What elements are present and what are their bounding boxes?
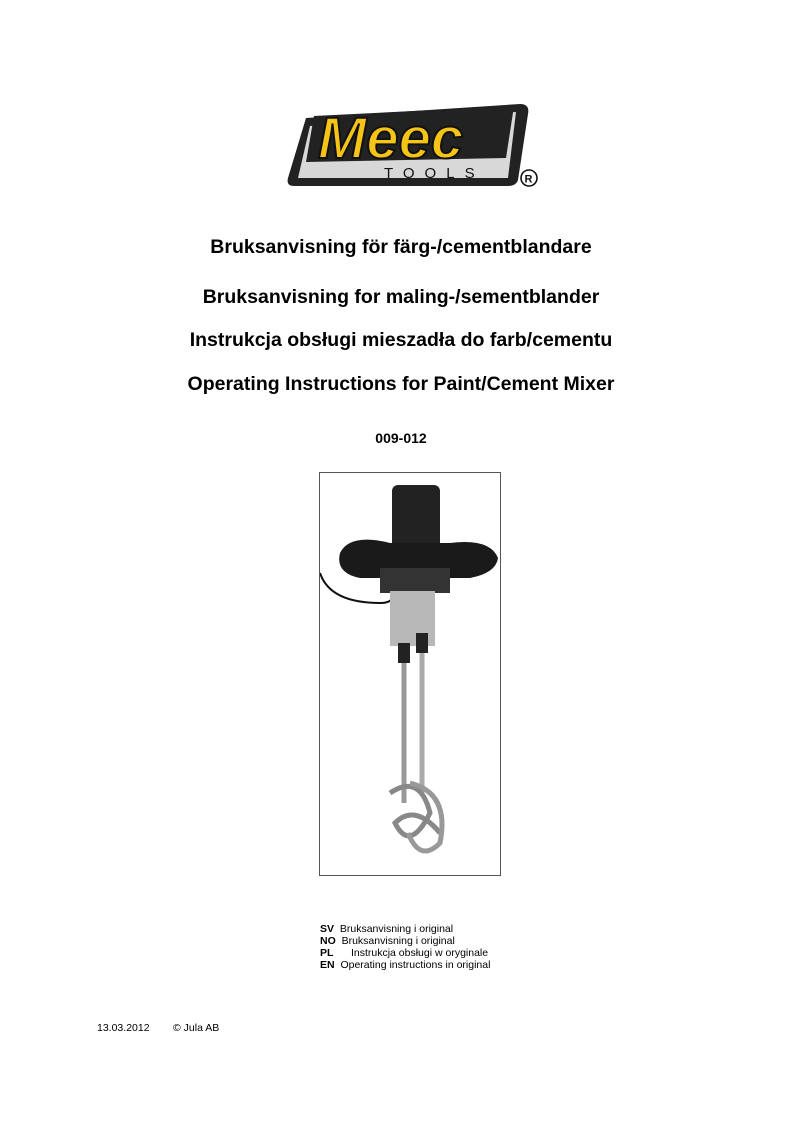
svg-text:TOOLS: TOOLS [384, 165, 485, 182]
product-image [319, 472, 501, 876]
language-item-no: NO Bruksanvisning i original [320, 935, 455, 947]
footer-copyright: © Jula AB [173, 1022, 220, 1034]
footer-date: 13.03.2012 [97, 1022, 150, 1034]
svg-text:R: R [524, 173, 533, 186]
svg-text:Meec: Meec [318, 106, 464, 171]
title-en: Operating Instructions for Paint/Cement Mixer [187, 373, 615, 395]
meec-tools-logo [284, 96, 540, 192]
language-item-en: EN Operating instructions in original [320, 959, 491, 971]
title-pl: Instrukcja obsługi mieszadła do farb/cementu [189, 329, 613, 351]
language-item-pl: PL Instrukcja obsługi w oryginale [320, 947, 489, 959]
model-number: 009-012 [375, 430, 427, 446]
language-item-sv: SV Bruksanvisning i original [320, 923, 454, 935]
language-list [320, 923, 490, 971]
title-no: Bruksanvisning for maling-/sementblander [202, 286, 600, 308]
title-sv: Bruksanvisning för färg-/cementblandare [210, 236, 592, 258]
